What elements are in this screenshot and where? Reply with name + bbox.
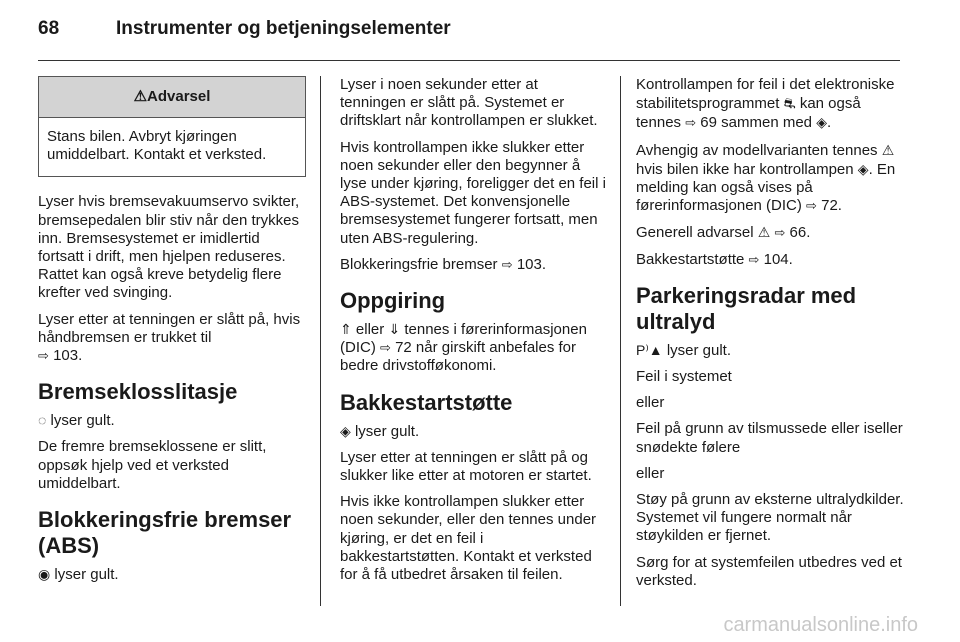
status-text: lyser gult. xyxy=(666,341,732,359)
paragraph xyxy=(38,311,306,366)
parking-radar-icon: P⁾▲ xyxy=(636,341,663,358)
warning-body: Stans bilen. Avbryt kjøringen umiddelbart. Kontakt et verksted. xyxy=(47,128,267,164)
paragraph xyxy=(636,251,904,269)
paragraph xyxy=(636,341,904,360)
paragraph: eller xyxy=(636,464,665,482)
paragraph xyxy=(38,411,306,430)
text: 69 sammen med xyxy=(700,114,813,132)
page-number: 68 xyxy=(38,18,60,39)
page-reference: 66. xyxy=(789,224,811,242)
paragraph: Sørg for at systemfeilen utbedres ved et verksted. xyxy=(636,553,902,589)
text: Generell advarsel xyxy=(636,224,754,242)
section-heading-parking-radar: Parkeringsradar med ultralyd xyxy=(636,282,857,334)
hill-start-icon: ◈ xyxy=(857,160,869,177)
column-divider xyxy=(620,76,621,606)
text: Avhengig av modellvarianten tennes xyxy=(636,141,878,159)
page-reference: 72 når girskift anbefales for bedre drivstofføkonomi. xyxy=(340,339,577,375)
section-heading-upshift: Oppgiring xyxy=(340,288,446,314)
paragraph: Lyser etter at tenningen er slått på og slukker like etter at motoren er startet. xyxy=(340,448,592,485)
page-reference-icon: ⇨ xyxy=(806,198,817,214)
status-text: lyser gult. xyxy=(50,412,115,430)
paragraph: Kontrollampen for feil i det elektroniske stabilitetsprogrammet ⛐ kan også tennes ⇨ 69 sammen med ◈. xyxy=(636,76,895,132)
paragraph xyxy=(340,320,606,376)
page-reference-icon: ⇨ xyxy=(748,251,760,267)
page-reference-icon: ⇨ xyxy=(501,256,513,272)
section-heading-brake-pads: Bremseklosslitasje xyxy=(38,379,238,405)
text: hvis bilen ikke har kontrollampen xyxy=(636,160,854,178)
page-reference-icon: ⇨ xyxy=(38,348,49,364)
warning-triangle-icon: ⚠ xyxy=(881,141,895,158)
text: Bakkestartstøtte xyxy=(636,250,745,268)
abs-icon: ◉ xyxy=(38,566,51,583)
page-reference: 72. xyxy=(821,197,842,215)
paragraph: Feil i systemet xyxy=(636,368,732,386)
page-header xyxy=(38,16,900,56)
paragraph xyxy=(340,256,606,274)
status-text: lyser gult. xyxy=(354,422,420,440)
shift-up-icon: ⇑ xyxy=(340,321,352,338)
warning-triangle-icon: ⚠ xyxy=(133,88,148,105)
column-2 xyxy=(340,76,606,592)
page-reference-icon: ⇨ xyxy=(774,225,786,241)
section-heading-hill-start: Bakkestartstøtte xyxy=(340,389,513,415)
warning-triangle-icon: ⚠ xyxy=(757,224,771,241)
hill-start-icon: ◈ xyxy=(340,422,351,439)
warning-box xyxy=(38,76,306,177)
column-3 xyxy=(636,76,904,598)
paragraph xyxy=(38,565,306,584)
page-reference-icon: ⇨ xyxy=(685,115,697,131)
text: tennes i førerinformasjonen (DIC) xyxy=(340,321,587,357)
paragraph: Hvis kontrollampen ikke slukker etter noen sekunder eller den begynner å lyse under kjøring, foreligger det en feil i ABS-systemet. Det konvensjonelle bremsesystemet fungerer fortsatt, men uten ABS-regulering. xyxy=(340,138,606,247)
paragraph-text: Blokkeringsfrie bremser xyxy=(340,255,498,273)
paragraph: Hvis ikke kontrollampen slukker etter noen sekunder, eller den tennes under kjøring, er det en feil i bakkestartstøtten. Kontakt et verksted for å få utbedret årsaken til feilen. xyxy=(340,493,597,584)
page-reference-icon: ⇨ xyxy=(380,340,391,356)
text: . En melding kan også vises på førerinformasjonen (DIC) xyxy=(636,160,896,215)
page-title: Instrumenter og betjeningselementer xyxy=(116,18,451,39)
paragraph xyxy=(636,141,904,216)
paragraph: Feil på grunn av tilsmussede eller iseller snødekte følere xyxy=(636,420,903,456)
header-divider xyxy=(38,60,900,61)
paragraph-text: Lyser etter at tenningen er slått på, hvis håndbremsen er trukket til xyxy=(38,310,301,346)
text: kan også tennes xyxy=(636,95,861,132)
watermark: carmanualsonline.info xyxy=(723,614,918,636)
paragraph xyxy=(636,223,904,242)
page-reference: 103. xyxy=(516,255,547,273)
shift-down-icon: ⇓ xyxy=(388,321,401,338)
hill-start-icon: ◈ xyxy=(816,114,827,131)
column-1 xyxy=(38,76,306,592)
paragraph: Støy på grunn av eksterne ultralydkilder. Systemet vil fungere normalt når støykilden er fjernet. xyxy=(636,491,904,545)
warning-header xyxy=(39,77,305,118)
paragraph xyxy=(340,422,606,441)
brake-pad-icon: ◌ xyxy=(38,412,47,429)
page-reference: 104. xyxy=(763,250,793,268)
paragraph: eller xyxy=(636,394,665,412)
status-text: lyser gult. xyxy=(54,566,119,584)
text: Kontrollampen for feil i det elektroniske stabilitetsprogrammet xyxy=(636,76,895,113)
page-reference: 103. xyxy=(53,347,83,365)
paragraph: Lyser i noen sekunder etter at tenningen er slått på. Systemet er driftsklart når kontrollampen er slukket. xyxy=(340,76,598,130)
column-divider xyxy=(320,76,321,606)
esp-icon: ⛐ xyxy=(783,95,796,112)
warning-heading: Advarsel xyxy=(147,88,211,105)
text: eller xyxy=(355,321,385,339)
paragraph: Lyser hvis bremsevakuumservo svikter, bremsepedalen blir stiv når den trykkes inn. Bremsesystemet er imidlertid fortsatt i drift, men hjelpen reduseres. Rattet kan også kreve betydelig flere krefter ved svinging. xyxy=(38,193,300,302)
paragraph: De fremre bremseklossene er slitt, oppsøk hjelp ved et verksted umiddelbart. xyxy=(38,438,267,492)
section-heading-abs: Blokkeringsfrie bremser (ABS) xyxy=(38,507,292,559)
